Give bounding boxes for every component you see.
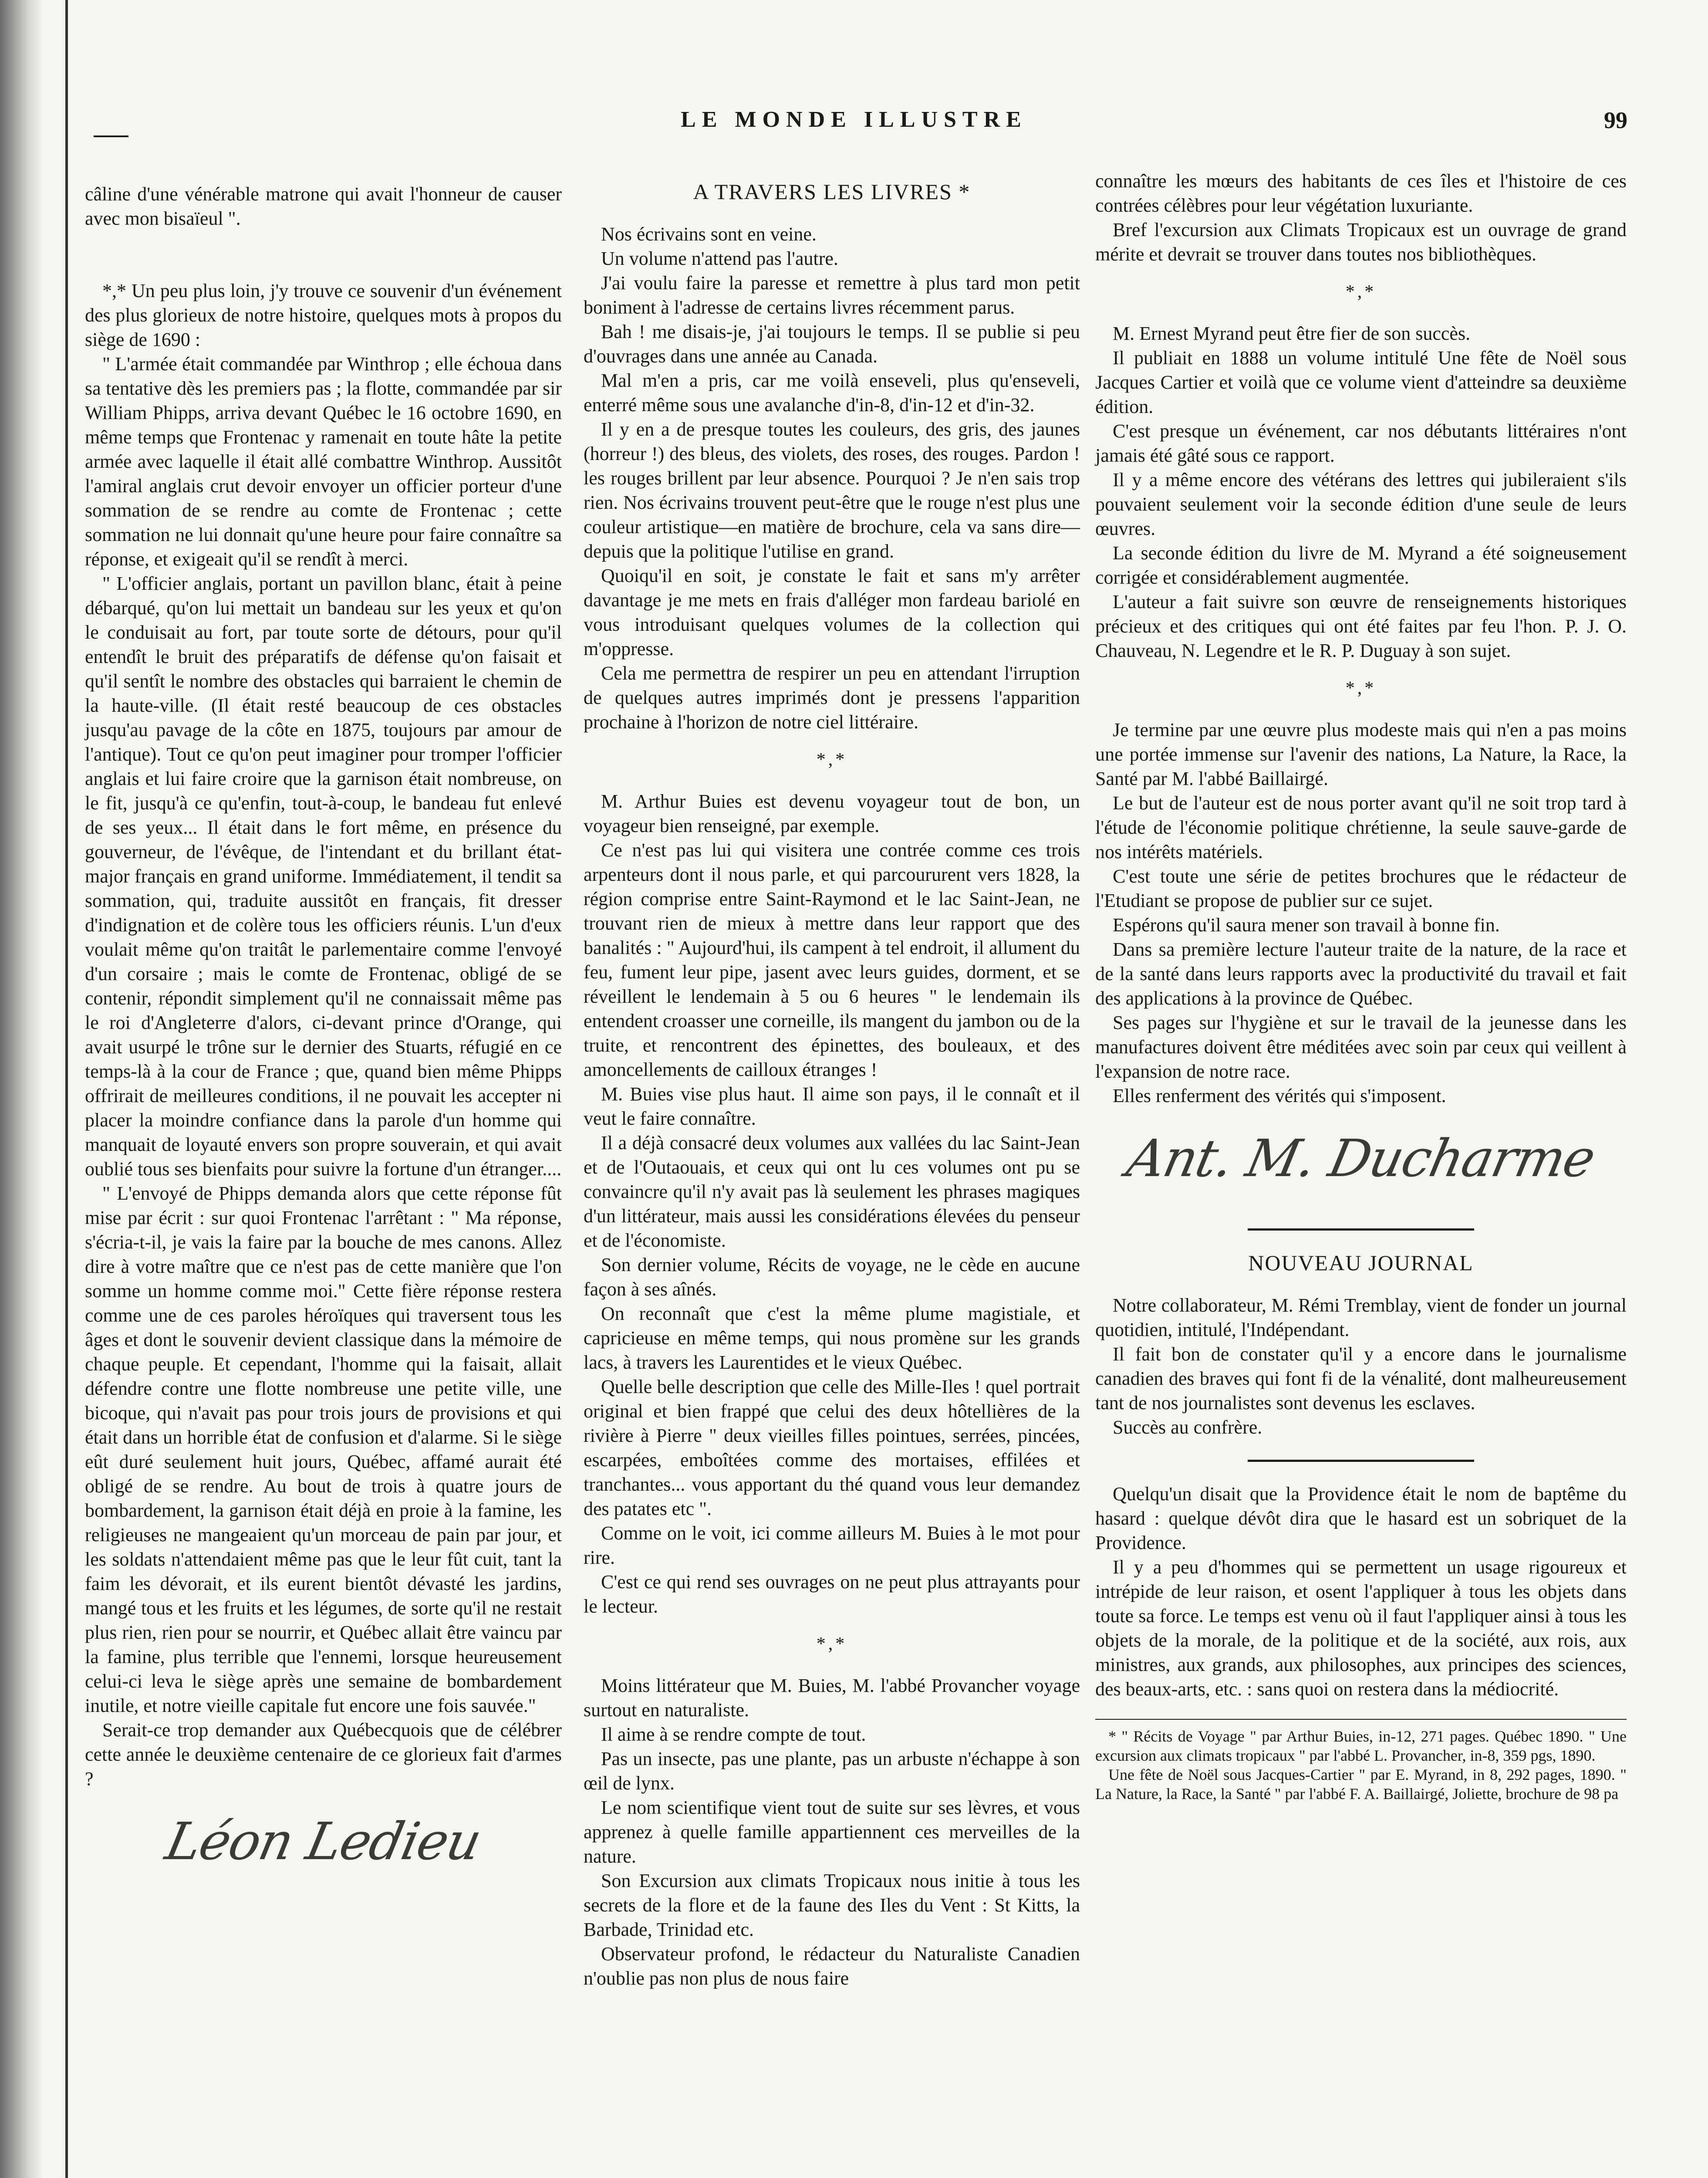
footnote: * " Récits de Voyage " par Arthur Buies, in-12, 271 pages. Québec 1890. " Une excursion aux climats tropicaux " par l'abbé L. Provancher, in-8, 359 pgs, 1890. (1095, 1728, 1627, 1764)
header-ornament (94, 135, 128, 137)
signature-ducharme: Ant. M. Ducharme (1121, 1128, 1600, 1188)
paragraph: J'ai voulu faire la paresse et remettre à plus tard mon petit boniment à l'adresse de certains livres récemment parus. (584, 272, 1080, 318)
paragraph: La seconde édition du livre de M. Myrand a été soigneusement corrigée et considérablement augmentée. (1095, 542, 1627, 588)
paragraph: Notre collaborateur, M. Rémi Tremblay, vient de fonder un journal quotidien, intitulé, l'Indépendant. (1095, 1295, 1627, 1340)
asterism: *,* (816, 1634, 847, 1654)
paragraph: Moins littérateur que M. Buies, M. l'abbé Provancher voyage surtout en naturaliste. (584, 1675, 1080, 1721)
paragraph: Le nom scientifique vient tout de suite sur ses lèvres, et vous apprenez à quelle famille appartiennent ces merveilles de la nature. (584, 1797, 1080, 1867)
paragraph: L'auteur a fait suivre son œuvre de renseignements historiques précieux et des critiques qui ont été faites par feu l'hon. P. J. O. Chauveau, N. Legendre et le R. P. Duguay à son sujet. (1095, 591, 1627, 661)
paragraph: Mal m'en a pris, car me voilà enseveli, plus qu'enseveli, enterré même sous une avalanche d'in-8, d'in-12 et d'in-32. (584, 370, 1080, 416)
paragraph: Bah ! me disais-je, j'ai toujours le temps. Il se publie si peu d'ouvrages dans une année au Canada. (584, 321, 1080, 367)
paragraph: Un volume n'attend pas l'autre. (601, 248, 838, 269)
signature-ledieu: Léon Ledieu (160, 1811, 486, 1871)
paragraph: Le but de l'auteur est de nous porter avant qu'il ne soit trop tard à l'étude de l'économie politique chrétienne, la seule sauve-garde de nos intérêts matériels. (1095, 792, 1627, 862)
section-heading: NOUVEAU JOURNAL (1248, 1251, 1474, 1275)
paragraph: Serait-ce trop demander aux Québecquois que de célébrer cette année le deuxième centenaire de ce glorieux fait d'armes ? (85, 1719, 562, 1789)
paragraph: Il y a peu d'hommes qui se permettent un usage rigoureux et intrépide de leur raison, et osent l'appliquer à tous les objets dans toute sa force. Le temps est venu où il faut l'appliquer ainsi à tous les objets de la morale, de la politique et de la société, aux rois, aux ministres, aux grands, aux philosophes, aux principes des sciences, des beaux-arts, etc. : sans quoi on restera dans la médiocrité. (1095, 1556, 1627, 1700)
paragraph: M. Arthur Buies est devenu voyageur tout de bon, un voyageur bien renseigné, par exemple. (584, 791, 1080, 836)
paragraph: *,* Un peu plus loin, j'y trouve ce souvenir d'un événement des plus glorieux de notre histoire, quelques mots à propos du siège de 1690 : (85, 280, 562, 350)
asterism: *,* (1345, 282, 1377, 302)
paragraph: Il y en a de presque toutes les couleurs, des gris, des jaunes (horreur !) des bleus, des violets, des roses, des rouges. Pardon ! les rouges brillent par leur absence. Pourquoi ? Je n'en sais trop rien. Nos écrivains trouvent peut-être que le rouge n'est plus une couleur artistique—en matière de brochure, cela va sans dire—depuis que la politique l'utilise en grand. (584, 419, 1080, 562)
paragraph: câline d'une vénérable matrone qui avait l'honneur de causer avec mon bisaïeul ". (85, 183, 562, 229)
paragraph: Il fait bon de constater qu'il y a encore dans le journalisme canadien des braves qui font fi de la vénalité, dont malheureusement tant de nos journalistes sont devenus les esclaves. (1095, 1343, 1627, 1414)
paragraph: M. Ernest Myrand peut être fier de son succès. (1113, 323, 1471, 344)
binding-line (65, 0, 68, 2178)
paragraph: Il a déjà consacré deux volumes aux vallées du lac Saint-Jean et de l'Outaouais, et ceux qui ont lu ces volumes ont pu se convaincre qu'il n'y avait pas là seulement les phrases magiques d'un littérateur, mais aussi les considérations élevées du penseur et de l'économiste. (584, 1132, 1080, 1251)
journal-title: LE MONDE ILLUSTRE (681, 107, 1027, 132)
paragraph: Quelqu'un disait que la Providence était le nom de baptême du hasard : quelque dévôt dira que le hasard est un sobriquet de la Providence. (1095, 1483, 1627, 1553)
paragraph: C'est presque un événement, car nos débutants littéraires n'ont jamais été gâté sous ce rapport. (1095, 420, 1627, 466)
paragraph: " L'armée était commandée par Winthrop ; elle échoua dans sa tentative dès les premiers pas ; la flotte, commandée par sir William Phipps, arriva devant Québec le 16 octobre 1690, en même temps que Frontenac y ramenait en toute hâte la petite armée avec laquelle il était allé combattre Winthrop. Aussitôt l'amiral anglais crut devoir envoyer un officier porteur d'une sommation de se rendre au comte de Frontenac ; cette sommation ne lui donnait qu'une heure pour faire connaître sa réponse, et exigeait qu'il se rendît à merci. (85, 353, 562, 570)
column-2 (584, 169, 1080, 1991)
paragraph: Succès au confrère. (1113, 1417, 1262, 1438)
paragraph: Elles renferment des vérités qui s'imposent. (1113, 1085, 1446, 1106)
footnotes (1095, 1719, 1627, 1803)
section-heading: A TRAVERS LES LIVRES * (693, 179, 971, 204)
paragraph: Cela me permettra de respirer un peu en attendant l'irruption de quelques autres imprimés dont je pressens l'apparition prochaine à l'horizon de notre ciel littéraire. (584, 663, 1080, 733)
paragraph: Je termine par une œuvre plus modeste mais qui n'en a pas moins une portée immense sur l'avenir des nations, La Nature, la Race, la Santé par M. l'abbé Baillairgé. (1095, 719, 1627, 789)
asterism: *,* (1345, 678, 1377, 698)
column-1 (85, 182, 562, 1891)
spacer (85, 231, 562, 279)
section-rule (1248, 1460, 1474, 1462)
asterism: *,* (816, 750, 847, 770)
section-rule (1248, 1228, 1474, 1231)
paragraph: Bref l'excursion aux Climats Tropicaux est un ouvrage de grand mérite et devrait se trouver dans toutes nos bibliothèques. (1095, 219, 1627, 265)
paragraph: Il publiait en 1888 un volume intitulé Une fête de Noël sous Jacques Cartier et voilà que ce volume vient d'atteindre sa deuxième édition. (1095, 347, 1627, 417)
paragraph: " L'envoyé de Phipps demanda alors que cette réponse fût mise par écrit : sur quoi Frontenac l'arrêtant : " Ma réponse, s'écria-t-il, je vais la faire par la bouche de mes canons. Allez dire à votre maître que ce n'est pas de cette manière que l'on somme un homme comme moi." Cette fière réponse restera comme une de ces paroles héroïques qui traversent tous les âges et dont le souvenir devient classique dans la mémoire de chaque peuple. Et cependant, l'homme qui la faisait, allait défendre contre une flotte nombreuse une petite ville, une bicoque, qui n'avait pas pour trois jours de provisions et qui était dans un horrible état de confusion et d'alarme. Si le siège eût duré seulement huit jours, Québec, affamé aurait été obligé de se rendre. Au bout de trois à quatre jours de bombardement, la garnison était déjà en proie à la famine, les religieuses ne mangeaient qu'un morceau de pain par jour, et les soldats n'attendaient même pas que le leur fût cuit, tant la faim les dévorait, et ils eurent bientôt dévasté les jardins, mangé tous et les fruits et les légumes, de sorte qu'il ne restait plus rien, rien pour se nourrir, et Québec allait être vaincu par la famine, plus terrible que l'ennemi, lorsque heureusement celui-ci leva le siège après une semaine de bombardement inutile, et notre vieille capitale fut encore une fois sauvée." (85, 1183, 562, 1716)
paragraph: Quelle belle description que celle des Mille-Iles ! quel portrait original et bien frappé que celui des deux hôtellières de la rivière à Pierre " deux vieilles filles pointues, serrées, pincées, escarpées, emboîtées comme des mortaises, effilées et tranchantes... vous apportant du thé quand vous leur demandez des patates etc ". (584, 1376, 1080, 1519)
paragraph: On reconnaît que c'est la même plume magistiale, et capricieuse en même temps, qui nous promène sur les grands lacs, à travers les Laurentides et le vieux Québec. (584, 1303, 1080, 1373)
paragraph: Son dernier volume, Récits de voyage, ne le cède en aucune façon à ses aînés. (584, 1254, 1080, 1300)
paragraph: C'est toute une série de petites brochures que le rédacteur de l'Etudiant se propose de publier sur ce sujet. (1095, 866, 1627, 911)
paragraph: " L'officier anglais, portant un pavillon blanc, était à peine débarqué, qu'on lui mettait un bandeau sur les yeux et qu'on le conduisait au fort, par toute sorte de détours, pour qu'il entendît le bruit des préparatifs de défense qu'on faisait et qu'il sentît le nombre des obstacles qui barraient le chemin de la haute-ville. (Il était resté beaucoup de ces obstacles jusqu'au pavage de la côte en 1875, toujours par amour de l'antique). Tout ce qu'on peut imaginer pour tromper l'officier anglais et lui faire croire que la garnison était nombreuse, on le fit, jusqu'à ce qu'enfin, tout-à-coup, le bandeau fut enlevé de ses yeux... Il était dans le fort même, en présence du gouverneur, de l'évêque, de l'intendant et du brillant état-major français en grand uniforme. Immédiatement, il tendit sa sommation, qui, traduite aussitôt en français, fit dresser d'indignation et de colère tous les officiers réunis. L'un d'eux voulait même qu'on traitât le parlementaire comme l'envoyé d'un corsaire ; mais le comte de Frontenac, obligé de se contenir, répondit simplement qu'il ne connaissait même pas le roi d'Angleterre d'alors, ci-devant prince d'Orange, qui avait usurpé le trône sur le dernier des Stuarts, réfugié en ce temps-là à la cour de France ; que, quand bien même Phipps offrirait de meilleures conditions, il ne pouvait les accepter ni placer la moindre confiance dans la parole d'un homme qui manquait de loyauté envers son propre souverain, et qui avait oublié tous ses bienfaits pour suivre la fortune d'un étranger.... (85, 573, 562, 1180)
paragraph: Ce n'est pas lui qui visitera une contrée comme ces trois arpenteurs dont il nous parle, et qui parcoururent vers 1828, la région comprise entre Saint-Raymond et le lac Saint-Jean, ne trouvant rien de mieux à mettre dans leur rapport que des banalités : " Aujourd'hui, ils campent à tel endroit, il allument du feu, fument leur pipe, jasent avec leurs guides, dorment, et se réveillent le lendemain à 5 ou 6 heures " le lendemain ils entendent croasser une corneille, ils mangent du jambon ou de la truite, et rencontrent des épinettes, des bouleaux, et des amoncellements de cailloux étranges ! (584, 839, 1080, 1080)
paragraph: Quoiqu'il en soit, je constate le fait et sans m'y arrêter davantage je me mets en frais d'alléger mon fardeau bariolé en vous introduisant quelques volumes de la collection qui m'oppresse. (584, 565, 1080, 659)
paragraph: C'est ce qui rend ses ouvrages on ne peut plus attrayants pour le lecteur. (584, 1571, 1080, 1617)
paragraph: Dans sa première lecture l'auteur traite de la nature, de la race et de la santé dans leurs rapports avec la productivité du travail et fait des applications à la province de Québec. (1095, 939, 1627, 1009)
page-header (0, 107, 1708, 146)
column-3 (1095, 169, 1627, 1803)
footnote: Une fête de Noël sous Jacques-Cartier " par E. Myrand, in 8, 292 pages, 1890. " La Nature, la Race, la Santé " par l'abbé F. A. Baillairgé, Joliette, brochure de 98 pa (1095, 1766, 1627, 1803)
paragraph: Nos écrivains sont en veine. (601, 223, 817, 245)
paragraph: Comme on le voit, ici comme ailleurs M. Buies à le mot pour rire. (584, 1522, 1080, 1568)
paragraph: Observateur profond, le rédacteur du Naturaliste Canadien n'oublie pas non plus de nous faire (584, 1943, 1080, 1989)
paragraph: Ses pages sur l'hygiène et sur le travail de la jeunesse dans les manufactures doivent être méditées avec soin par ceux qui veillent à l'expansion de notre race. (1095, 1012, 1627, 1082)
page-number: 99 (1604, 107, 1627, 133)
paragraph: Espérons qu'il saura mener son travail à bonne fin. (1113, 914, 1500, 936)
paragraph: Il y a même encore des vétérans des lettres qui jubileraient s'ils pouvaient seulement voir la seconde édition d'une seule de leurs œuvres. (1095, 469, 1627, 539)
paragraph: connaître les mœurs des habitants de ces îles et l'histoire de ces contrées célèbres pour leur végétation luxuriante. (1095, 170, 1627, 216)
paragraph: M. Buies vise plus haut. Il aime son pays, il le connaît et il veut le faire connaître. (584, 1083, 1080, 1129)
page-binding-edge (0, 0, 41, 2178)
paragraph: Pas un insecte, pas une plante, pas un arbuste n'échappe à son œil de lynx. (584, 1748, 1080, 1794)
paragraph: Son Excursion aux climats Tropicaux nous initie à tous les secrets de la flore et de la faune des Iles du Vent : St Kitts, la Barbade, Trinidad etc. (584, 1870, 1080, 1940)
paragraph: Il aime à se rendre compte de tout. (601, 1724, 866, 1745)
